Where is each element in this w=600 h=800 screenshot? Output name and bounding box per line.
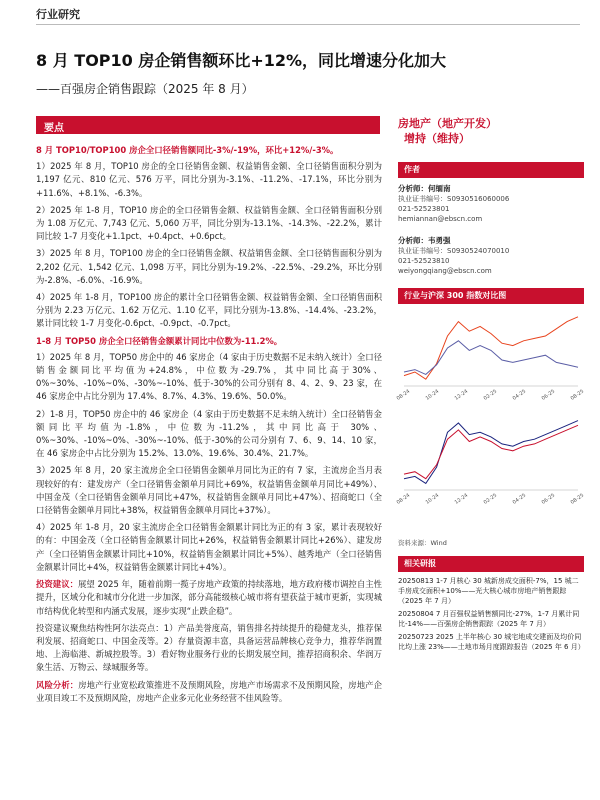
report-category: 行业研究	[36, 8, 80, 21]
author-2-name: 分析师：韦勇强	[398, 236, 451, 245]
sidebar	[395, 116, 586, 655]
header-divider	[36, 24, 580, 25]
chart-bar: 行业与沪深 300 指数对比图	[398, 288, 584, 304]
key-points-label: 要点	[44, 123, 64, 134]
paragraph-1: 1）2025 年 8 月，TOP10 房企的全口径销售金额、权益销售金额、全口径销售面积分别为 1,197 亿元、810 亿元、576 万平，同比分别为-3.1%、-11.2%、-17.1%，环比分别为+11.6%、+8.1%、-6.3%。	[36, 161, 382, 198]
paragraph-8: 4）2025 年 1-8 月，20 家主流房企全口径销售金额累计同比为正的有 3 家，累计表现较好的有：中国金茂（全口径销售金额累计同比+26%，权益销售金额累计同比+26%）、建发房产（全口径销售金额累计同比+10%，权益销售金额累计同比+5%）、越秀地产（全口径销售金额累计同比+4%，权益销售金额累计同比+4%）。	[36, 522, 382, 572]
paragraph-9: 投资建议聚焦结构性阿尔法亮点：1）产品美誉度高，销售排名持续提升的稳健龙头，推荐保利发展、招商蛇口、中国金茂等。2）存量资源丰富，具备运营品牌核心竞争力，推荐华润置地、上海临港、新城控股等。3）看好物业服务行业的长期发展空间，推荐招商积余、华润万象生活、万物云、绿城服务等。	[36, 622, 382, 673]
chart-series-line-0-0	[404, 317, 578, 379]
key-points-bar	[36, 116, 380, 134]
report-subtitle: ——百强房企销售跟踪（2025 年 8 月）	[36, 82, 254, 96]
author-2	[398, 236, 584, 276]
chart-tick-label: 04-25	[511, 492, 528, 506]
chart-tick-label: 06-25	[540, 492, 557, 506]
chart-tick-label: 12-24	[453, 388, 470, 402]
related-reports	[398, 576, 584, 652]
chart-tick-label: 08-24	[395, 492, 412, 506]
paragraph-2: 2）2025 年 1-8 月，TOP10 房企的全口径销售金额、权益销售金额、全口径销售面积分别为 1.08 万亿元、7,743 亿元、5,060 万平，同比分别为-13.1%、-14.3%、-22.2%，累计同比较 1-7 月变化+1.1pct、+0.4pct、+0.6pct。	[36, 204, 382, 242]
risk-label: 风险分析：	[36, 679, 79, 690]
investment-label: 投资建议：	[36, 579, 79, 590]
highlight-1: 8 月 TOP10/TOP100 房企全口径销售额同比-3%/-19%，环比+12%/-3%。	[36, 145, 339, 155]
risk-text: 房地产行业宽松政策推进不及预期风险，房地产市场需求不及预期风险，房地产企业项目竣工不及预期风险，房地产企业多元化业务经营不佳风险等。	[36, 679, 382, 703]
investment-text: 展望 2025 年，随着前期一揽子房地产政策的持续落地，地方政府楼市调控自主性提升，区域分化和城市分化进一步加深，部分高能级核心城市将有望获益于城市更新，实现城市结构优化转型和内涵式发展，逐步实现“止跌企稳”。	[36, 579, 383, 616]
author-2-phone: 021-52523810	[398, 257, 450, 265]
paragraph-3: 3）2025 年 8 月，TOP100 房企的全口径销售金额、权益销售金额、全口径销售面积分别为 2,202 亿元、1,542 亿元、1,098 万平，同比分别为-19.2%、-22.5%、-29.2%，环比分别为-2.8%、-6.0%、-16.9%。	[36, 248, 382, 285]
author-1-phone: 021-52523801	[398, 205, 450, 213]
paragraph-5: 1）2025 年 8 月，TOP50 房企中的 46 家房企（4 家由于历史数据不足未纳入统计）全口径销售金额同比平均值为+24.8%，中位数为-29.7%，其中同比高于30%、0%~30%、-10%~0%、-30%~-10%、低于-30%的公司分别有 8、4、2、9、23 家，在 46 家房企中占比分别为 17.4%、8.7%、4.3%、19.6%、50.0%。	[36, 351, 382, 402]
chart-tick-label: 10-24	[424, 388, 441, 402]
key-points-body	[36, 142, 382, 709]
chart-series-line-1-1	[404, 425, 578, 478]
related-bar: 相关研报	[398, 556, 584, 572]
report-title: 8 月 TOP10 房企销售额环比+12%，同比增速分化加大	[36, 51, 447, 70]
chart-tick-label: 08-25	[569, 388, 586, 402]
related-report-2[interactable]: 20250804 7 月百强权益销售额同比-27%，1-7 月累计同比-14%——百强房企销售跟踪（2025 年 7 月）	[398, 610, 580, 628]
index-comparison-chart	[395, 304, 586, 538]
rating: 增持（维持）	[404, 132, 470, 145]
investment-advice	[36, 578, 382, 618]
chart-series-line-0-1	[404, 341, 578, 375]
chart-tick-label: 08-25	[569, 492, 586, 506]
risk-analysis	[36, 679, 382, 705]
paragraph-7: 3）2025 年 8 月，20 家主流房企全口径销售金额单月同比为正的有 7 家，主流房企当月表现较好的有：建发房产（全口径销售金额单月同比+69%，权益销售金额单月同比+49%）、中国金茂（全口径销售金额单月同比+47%，权益销售金额单月同比+47%）、招商蛇口（全口径销售金额单月同比+38%，权益销售金额单月同比+37%）。	[36, 465, 382, 516]
chart-tick-label: 04-25	[511, 388, 528, 402]
author-1	[398, 184, 584, 224]
author-1-cert: 执业证书编号：S0930516060006	[398, 195, 510, 203]
author-2-email[interactable]: weiyongqiang@ebscn.com	[398, 267, 492, 275]
author-1-email[interactable]: hemiannan@ebscn.com	[398, 215, 483, 223]
sector-name: 房地产（地产开发）	[398, 117, 497, 130]
highlight-2: 1-8 月 TOP50 房企全口径销售金额累计同比中位数为-11.2%。	[36, 335, 283, 346]
chart-tick-label: 02-25	[482, 492, 499, 506]
chart-tick-label: 12-24	[453, 492, 470, 506]
authors-bar: 作者	[398, 162, 584, 178]
chart-tick-label: 08-24	[395, 388, 412, 402]
chart-tick-label: 06-25	[540, 388, 557, 402]
author-2-cert: 执业证书编号：S0930524070010	[398, 247, 510, 255]
chart-tick-label: 02-25	[482, 388, 499, 402]
chart-svg	[395, 304, 586, 526]
related-report-1[interactable]: 20250813 1-7 月核心 30 城新房成交面积-7%，15 城二手房成交面积+10%——光大核心城市房地产销售跟踪（2025 年 7 月）	[398, 577, 579, 605]
paragraph-6: 2）1-8 月，TOP50 房企中的 46 家房企（4 家由于历史数据不足未纳入统计）全口径销售金额同比平均值为-1.8%，中位数为-11.2%，其中同比高于 30%、0%~30%、-10%~0%、-30%~-10%、低于-30%的公司分别有 7、6、9、14、10 家，在 46 家房企中占比分别为 15.2%、13.0%、19.6%、30.4%、21.7%。	[36, 408, 382, 459]
chart-source: 资料来源：Wind	[398, 539, 447, 547]
chart-tick-label: 10-24	[424, 492, 441, 506]
author-1-name: 分析师：何缅南	[398, 184, 451, 193]
paragraph-4: 4）2025 年 1-8 月，TOP100 房企的累计全口径销售金额、权益销售金额、全口径销售面积分别为 2.23 万亿元、1.62 万亿元、1.10 亿平，同比分别为-13.8%、-14.4%、-23.2%，累计同比较 1-7 月变化-0.6pct、-0.9pct、-0.7pct。	[36, 292, 382, 329]
related-report-3[interactable]: 20250723 2025 上半年核心 30 城宅地成交建面及均价同比均上涨 23%——土地市场月度跟踪报告（2025 年 6 月）	[398, 633, 585, 651]
